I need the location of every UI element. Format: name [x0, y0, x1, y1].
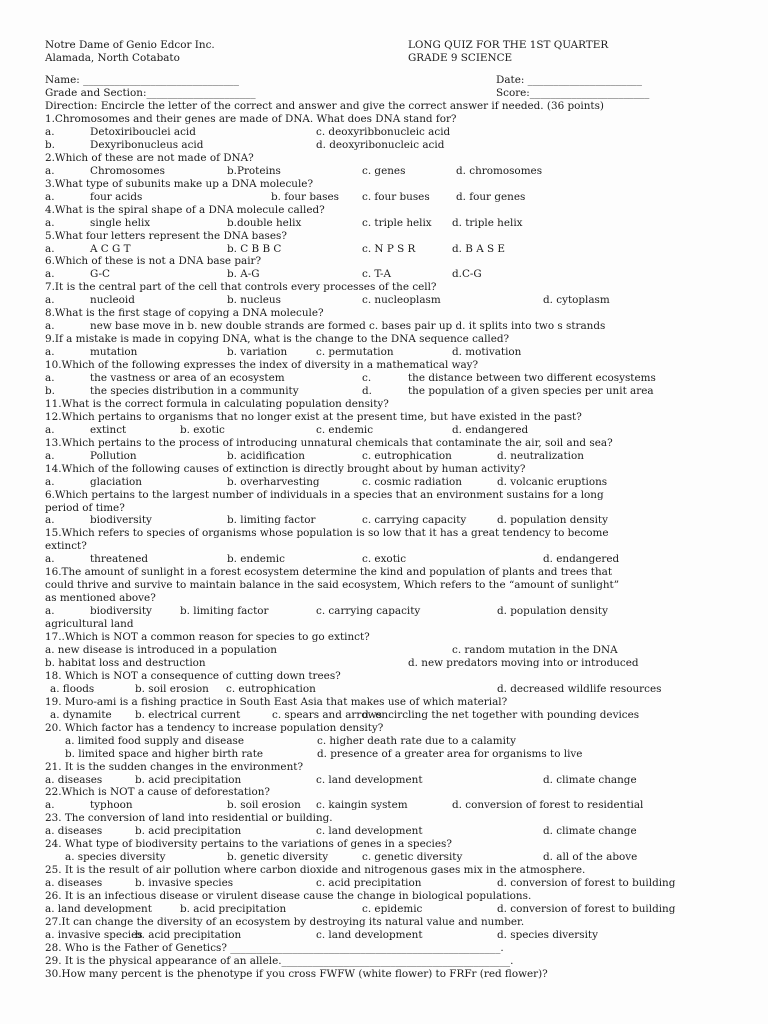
answer-choice[interactable]: a.: [45, 268, 55, 281]
answer-choice[interactable]: a. land development: [45, 903, 152, 915]
answer-choice[interactable]: b. nucleus: [227, 294, 281, 307]
question-stem-line: [0, 890, 768, 903]
question-text: 1.Chromosomes and their genes are made of DNA. What does DNA stand for?: [45, 113, 457, 125]
answer-choice[interactable]: c. genetic diversity: [362, 851, 463, 864]
answer-choices-row: [0, 903, 768, 916]
direction-line: [0, 100, 768, 113]
question-stem-line: [0, 281, 768, 294]
answer-choices-row: [0, 774, 768, 787]
answer-choices-row: [0, 657, 768, 670]
answer-choice[interactable]: b. limited space and higher birth rate: [65, 747, 264, 760]
answer-choices-row: [0, 514, 768, 527]
answer-choice[interactable]: d. endangered: [452, 423, 529, 436]
answer-choice[interactable]: b. soil erosion: [135, 682, 209, 695]
answer-choice[interactable]: d. B A S E: [452, 242, 506, 255]
question-text: 22.Which is NOT a cause of deforestation?: [45, 786, 270, 799]
answer-choice[interactable]: biodiversity: [90, 605, 152, 618]
answer-choice[interactable]: biodiversity: [90, 514, 152, 527]
answer-choice[interactable]: a.: [45, 320, 55, 333]
question-text: 5.What four letters represent the DNA bases?: [45, 229, 287, 242]
answer-choice[interactable]: c. T-A: [362, 268, 392, 281]
answer-choice[interactable]: b.: [45, 384, 55, 397]
answer-choice[interactable]: a.: [45, 242, 55, 255]
question-text: 9.If a mistake is made in copying DNA, what is the change to the DNA sequence called?: [45, 333, 510, 346]
answer-choice[interactable]: a.: [45, 126, 55, 138]
question-text: could thrive and survive to maintain balance in the said ecosystem, Which refers to the “amount of sunlight”: [45, 579, 620, 592]
answer-choice[interactable]: c. acid precipitation: [316, 877, 422, 890]
answer-choice[interactable]: b.: [45, 138, 55, 151]
answer-choices-row: [0, 825, 768, 838]
question-text: 13.Which pertains to the process of introducing unnatural chemicals that contaminate the air, soil and sea?: [45, 436, 613, 449]
answer-choice[interactable]: a. floods: [50, 682, 95, 695]
answer-choice[interactable]: c. cosmic radiation: [362, 475, 462, 488]
answer-choice[interactable]: d. conversion of forest to residential: [452, 799, 644, 812]
answer-choice[interactable]: c. triple helix: [362, 216, 432, 229]
question-stem-line: [0, 307, 768, 320]
question-stem-line: [0, 579, 768, 592]
answer-choice[interactable]: c. eutrophication: [362, 449, 452, 462]
answer-choice[interactable]: d. conversion of forest to building: [497, 877, 676, 890]
question-text: 28. Who is the Father of Genetics? ____________________________________________________.: [45, 941, 504, 954]
header-line-1: [0, 39, 768, 52]
answer-choice[interactable]: c. spears and arrows: [272, 708, 382, 721]
answer-choice[interactable]: a.: [45, 294, 55, 307]
answer-choice[interactable]: a.: [45, 605, 55, 618]
school-name: Notre Dame of Genio Edcor Inc.: [45, 39, 215, 51]
question-stem-line: [0, 592, 768, 605]
answer-choice[interactable]: b. limiting factor: [180, 605, 269, 618]
answer-choice[interactable]: nucleoid: [90, 294, 135, 307]
answer-choice[interactable]: b.double helix: [227, 216, 302, 229]
answer-choice[interactable]: d.: [362, 384, 372, 397]
answer-choice[interactable]: single helix: [90, 216, 151, 229]
question-text: period of time?: [45, 501, 125, 514]
question-text: 2.Which of these are not made of DNA?: [45, 151, 254, 164]
question-text: 25. It is the result of air pollution where carbon dioxide and nitrogenous gases mix in the atmosphere.: [45, 864, 586, 877]
answer-choice[interactable]: b. acid precipitation: [180, 903, 287, 915]
answer-choice[interactable]: c.: [362, 372, 372, 384]
answer-choices-row: [0, 126, 768, 139]
answer-choice[interactable]: d. triple helix: [452, 216, 523, 229]
answer-choice[interactable]: a. diseases: [45, 877, 103, 890]
question-stem-line: [0, 463, 768, 476]
answer-choices-row: [0, 294, 768, 307]
question-stem-line: [0, 527, 768, 540]
question-stem-line: [0, 566, 768, 579]
answer-choice[interactable]: c. genes: [362, 164, 406, 177]
answer-choice[interactable]: d. chromosomes: [456, 164, 543, 177]
question-text: 17..Which is NOT a common reason for species to go extinct?: [45, 631, 370, 643]
question-stem-line: [0, 864, 768, 877]
answer-choice[interactable]: d. conversion of forest to building: [497, 903, 676, 915]
question-text: 11.What is the correct formula in calculating population density?: [45, 397, 389, 410]
answer-choice[interactable]: a.: [45, 372, 55, 384]
answer-choice[interactable]: b. C B B C: [227, 242, 282, 255]
answer-choice[interactable]: a.: [45, 553, 55, 566]
question-text: 16.The amount of sunlight in a forest ecosystem determine the kind and population of plants and trees that: [45, 566, 613, 579]
answer-choice[interactable]: a.: [45, 190, 55, 203]
question-text: 12.Which pertains to organisms that no longer exist at the present time, but have existed in the past?: [45, 410, 582, 423]
answer-choice[interactable]: c. endemic: [316, 423, 374, 436]
answer-choices-row: [0, 605, 768, 618]
answer-choice[interactable]: b. acid precipitation: [135, 825, 242, 838]
answer-choice[interactable]: b. endemic: [227, 553, 285, 566]
question-stem-line: [0, 502, 768, 515]
answer-choice[interactable]: d. neutralization: [497, 449, 584, 462]
question-stem-line: [0, 359, 768, 372]
answer-choice[interactable]: the species distribution in a community: [90, 384, 299, 397]
answer-choice[interactable]: a. diseases: [45, 773, 103, 786]
answer-choice[interactable]: d. population density: [497, 514, 608, 527]
question-stem-line: [0, 437, 768, 450]
answer-choice[interactable]: c. kaingin system: [316, 799, 408, 812]
answer-choice[interactable]: four acids: [90, 190, 143, 203]
answer-choices-row: [0, 709, 768, 722]
answer-choice[interactable]: d. species diversity: [497, 928, 598, 941]
answer-choice[interactable]: c. higher death rate due to a calamity: [317, 734, 516, 747]
question-text: as mentioned above?: [45, 592, 156, 605]
answer-choice[interactable]: a.: [45, 514, 55, 527]
answer-choices-row: [0, 191, 768, 204]
question-stem-line: [0, 631, 768, 644]
answer-choices-row: [0, 644, 768, 657]
answer-choice[interactable]: A C G T: [90, 242, 131, 255]
question-stem-line: [0, 812, 768, 825]
question-text: 24. What type of biodiversity pertains to the variations of genes in a species?: [45, 838, 452, 851]
question-stem-line: [0, 152, 768, 165]
answer-choice[interactable]: b. acid precipitation: [135, 773, 242, 786]
answer-choice[interactable]: d. deoxyribonucleic acid: [316, 138, 445, 151]
question-text: 23. The conversion of land into residential or building.: [45, 812, 333, 825]
answer-choices-row: [0, 929, 768, 942]
answer-choice[interactable]: b. overharvesting: [227, 475, 320, 488]
answer-choice[interactable]: c. carrying capacity: [316, 605, 421, 618]
question-text: 10.Which of the following expresses the index of diversity in a mathematical way?: [45, 359, 479, 371]
question-stem-line: [0, 411, 768, 424]
answer-choice[interactable]: c. land development: [316, 773, 423, 786]
answer-choices-row: [0, 385, 768, 398]
answer-choice[interactable]: c. four buses: [362, 190, 430, 203]
answer-choices-row: [0, 372, 768, 385]
question-stem-line: [0, 255, 768, 268]
question-stem-line: [0, 230, 768, 243]
question-text: 14.Which of the following causes of extinction is directly brought about by human activity?: [45, 462, 526, 475]
answer-choices-row: [0, 139, 768, 152]
answer-choices-row: [0, 320, 768, 333]
answer-choice[interactable]: a. limited food supply and disease: [65, 734, 245, 747]
question-text: 21. It is the sudden changes in the environment?: [45, 760, 304, 773]
answer-choice[interactable]: Chromosomes: [90, 164, 165, 177]
answer-choice[interactable]: d. all of the above: [543, 851, 638, 864]
question-stem-line: [0, 942, 768, 955]
answer-choice[interactable]: glaciation: [90, 475, 142, 488]
answer-choice[interactable]: the distance between two different ecosystems: [408, 372, 656, 384]
question-stem-line: [0, 398, 768, 411]
question-stem-line: [0, 670, 768, 683]
direction-text: Direction: Encircle the letter of the correct and answer and give the correct answer if needed. (36 points): [45, 100, 604, 112]
answer-choice[interactable]: b. four bases: [271, 190, 339, 203]
quiz-title: LONG QUIZ FOR THE 1ST QUARTER: [408, 39, 609, 51]
answer-choice[interactable]: threatened: [90, 553, 148, 566]
answer-choices-row: [0, 553, 768, 566]
question-text: 18. Which is NOT a consequence of cutting down trees?: [45, 669, 341, 682]
score-field: Score:_______________________: [496, 87, 650, 99]
answer-choice[interactable]: the population of a given species per unit area: [408, 384, 654, 397]
answer-choice[interactable]: b. genetic diversity: [227, 851, 329, 864]
answer-choice[interactable]: c. epidemic: [362, 903, 423, 915]
answer-choice[interactable]: b. limiting factor: [227, 514, 316, 527]
question-stem-line: [0, 761, 768, 774]
answer-choice[interactable]: the vastness or area of an ecosystem: [90, 372, 285, 384]
answer-choices-row: [0, 735, 768, 748]
answer-choice[interactable]: c. random mutation in the DNA: [452, 644, 618, 656]
answer-choices-row: [0, 450, 768, 463]
answer-choice[interactable]: c. exotic: [362, 553, 407, 566]
name-line: [0, 74, 768, 87]
answer-choice[interactable]: d. endangered: [543, 553, 620, 566]
question-stem-line: [0, 696, 768, 709]
section-field: Grade and Section:_____________________: [45, 87, 256, 99]
answer-choice[interactable]: d. volcanic eruptions: [497, 475, 608, 488]
header-line-2: [0, 52, 768, 65]
answer-choice[interactable]: c. permutation: [316, 346, 394, 359]
question-stem-line: [0, 204, 768, 217]
question-stem-line: [0, 916, 768, 929]
answer-choice[interactable]: a.: [45, 423, 55, 436]
question-stem-line: [0, 113, 768, 126]
answer-choice[interactable]: typhoon: [90, 799, 133, 812]
question-text: 6.Which pertains to the largest number of individuals in a species that an environment sustains for a long: [45, 488, 604, 501]
answer-choice[interactable]: a.: [45, 164, 55, 177]
answer-choice[interactable]: b. variation: [227, 346, 288, 359]
answer-choices-row: [0, 476, 768, 489]
answer-choice[interactable]: d. four genes: [456, 190, 526, 203]
answer-choice[interactable]: c. land development: [316, 825, 423, 838]
question-stem-line: [0, 838, 768, 851]
question-text: 19. Muro-ami is a fishing practice in South East Asia that makes use of which material?: [45, 695, 508, 708]
answer-choice[interactable]: a.: [45, 216, 55, 229]
answer-choice[interactable]: d.C-G: [452, 268, 482, 281]
answer-choice[interactable]: b. acid precipitation: [135, 928, 242, 941]
answer-choice[interactable]: b. acidification: [227, 449, 305, 462]
answer-choice[interactable]: a.: [45, 449, 55, 462]
answer-choice[interactable]: a.: [45, 346, 55, 359]
answer-choice[interactable]: d. decreased wildlife resources: [497, 682, 662, 695]
answer-choice[interactable]: mutation: [90, 346, 138, 359]
question-text: 20. Which factor has a tendency to increase population density?: [45, 721, 384, 734]
section-line: [0, 87, 768, 100]
grade-level: GRADE 9 SCIENCE: [408, 52, 513, 64]
answer-choice[interactable]: c. eutrophication: [226, 682, 316, 695]
question-stem-line: [0, 786, 768, 799]
answer-choices-row: [0, 243, 768, 256]
answer-choice[interactable]: b. A-G: [227, 268, 260, 281]
answer-choice[interactable]: a. dynamite: [50, 708, 112, 721]
question-text: 3.What type of subunits make up a DNA molecule?: [45, 177, 314, 190]
question-stem-line: [0, 178, 768, 191]
answer-choices-row: [0, 748, 768, 761]
answer-choice[interactable]: c. nucleoplasm: [362, 294, 441, 307]
answer-choice[interactable]: extinct: [90, 423, 127, 436]
answer-choice[interactable]: b.Proteins: [227, 164, 281, 177]
answer-choice[interactable]: d. motivation: [452, 346, 522, 359]
answer-choice[interactable]: c. N P S R: [362, 242, 416, 255]
question-stem-line: [0, 722, 768, 735]
answer-choice[interactable]: new base move in b. new double strands are formed c. bases pair up d. it splits into two s strands: [90, 320, 606, 333]
answer-choice[interactable]: b. electrical current: [135, 708, 241, 721]
question-text: 4.What is the spiral shape of a DNA molecule called?: [45, 203, 325, 216]
question-stem-line: [0, 955, 768, 968]
answer-choice[interactable]: a. diseases: [45, 825, 103, 838]
question-text: 8.What is the first stage of copying a DNA molecule?: [45, 307, 324, 320]
answer-choice[interactable]: a.: [45, 475, 55, 488]
answer-choice[interactable]: b. habitat loss and destruction: [45, 656, 206, 669]
answer-choices-row: [0, 799, 768, 812]
question-text: 30.How many percent is the phenotype if you cross FWFW (white flower) to FRFr (red flower)?: [45, 967, 548, 980]
answer-choices-row: [0, 877, 768, 890]
answer-choices-row: [0, 851, 768, 864]
answer-choice[interactable]: a. species diversity: [65, 851, 166, 864]
answer-choices-row: [0, 683, 768, 696]
answer-choice[interactable]: a. invasive species: [45, 928, 143, 941]
answer-choice[interactable]: b. soil erosion: [227, 799, 301, 812]
date-field: Date: ______________________: [496, 74, 642, 86]
question-text: 26. It is an infectious disease or virulent disease cause the change in biological populations.: [45, 890, 532, 902]
question-stem-line: [0, 968, 768, 981]
question-text: 7.It is the central part of the cell that controls every processes of the cell?: [45, 281, 437, 294]
answer-choice[interactable]: Pollution: [90, 449, 137, 462]
answer-choice[interactable]: agricultural land: [45, 618, 134, 631]
answer-choices-row: [0, 217, 768, 230]
question-text: extinct?: [45, 540, 87, 553]
answer-choice[interactable]: Dexyribonucleus acid: [90, 138, 204, 151]
answer-choice[interactable]: a.: [45, 799, 55, 812]
question-text: 29. It is the physical appearance of an allele.____________________________________________.: [45, 954, 514, 967]
answer-choices-row: [0, 424, 768, 437]
answer-choice[interactable]: d. presence of a greater area for organisms to live: [317, 747, 583, 760]
answer-choice[interactable]: a. new disease is introduced in a population: [45, 644, 277, 656]
answer-choices-row: [0, 346, 768, 359]
answer-choices-row: [0, 165, 768, 178]
answer-choice[interactable]: d. population density: [497, 605, 608, 618]
question-text: 15.Which refers to species of organisms whose population is so low that it has a great tendency to become: [45, 527, 609, 540]
answer-choice[interactable]: b. invasive species: [135, 877, 234, 890]
answer-choice[interactable]: d. climate change: [543, 825, 637, 838]
question-text: 27.It can change the diversity of an ecosystem by destroying its natural value and number.: [45, 915, 525, 928]
question-text: 6.Which of these is not a DNA base pair?: [45, 255, 262, 268]
answer-choice[interactable]: c. carrying capacity: [362, 514, 467, 527]
answer-choice[interactable]: Detoxiribouclei acid: [90, 126, 196, 138]
question-stem-line: [0, 489, 768, 502]
answer-choice[interactable]: c. land development: [316, 928, 423, 941]
answer-choice[interactable]: d. encircling the net together with pounding devices: [362, 708, 640, 721]
question-stem-line: [0, 540, 768, 553]
answer-choice[interactable]: G-C: [90, 268, 110, 281]
answer-choices-row: [0, 618, 768, 631]
answer-choice[interactable]: d. new predators moving into or introduced: [408, 656, 639, 669]
answer-choice[interactable]: c. deoxyribbonucleic acid: [316, 126, 451, 138]
answer-choices-row: [0, 268, 768, 281]
answer-choice[interactable]: d. cytoplasm: [543, 294, 610, 307]
answer-choice[interactable]: b. exotic: [180, 423, 225, 436]
answer-choice[interactable]: d. climate change: [543, 773, 637, 786]
school-location: Alamada, North Cotabato: [45, 52, 180, 64]
question-stem-line: [0, 333, 768, 346]
name-field: Name: ______________________________: [45, 74, 239, 86]
